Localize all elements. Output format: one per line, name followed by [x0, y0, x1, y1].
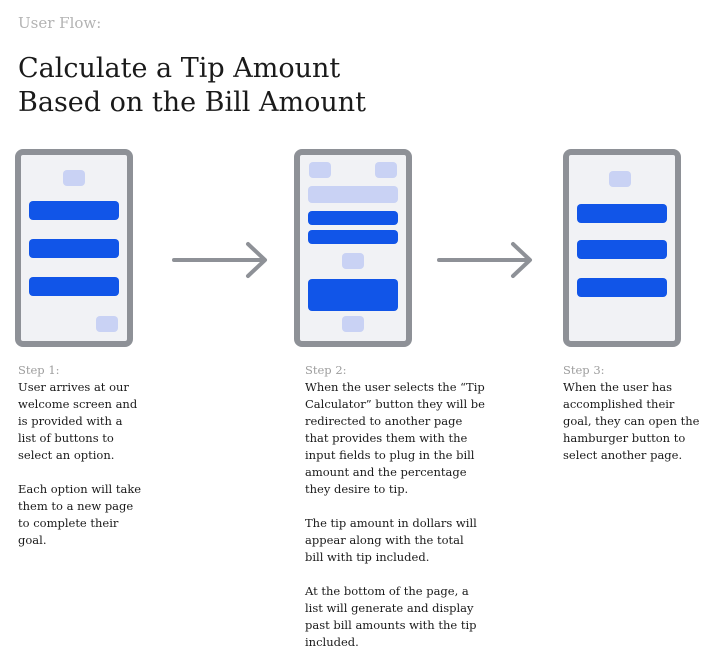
step-label: Step 1: [18, 363, 60, 377]
flow-kicker: User Flow: [18, 14, 102, 32]
step-paragraph: At the bottom of the page, a list will generate and display past bill amounts with the tip included. [305, 584, 477, 649]
menu-button-2 [577, 240, 667, 259]
menu-button-3 [577, 278, 667, 297]
step-description [305, 379, 515, 651]
arrow-right-icon [172, 240, 270, 280]
step-3 [563, 363, 711, 464]
tip-percent-field [308, 230, 398, 244]
logo-placeholder [63, 170, 85, 186]
corner-placeholder [96, 316, 118, 332]
step-label: Step 3: [563, 363, 605, 377]
step-paragraph: When the user has accomplished their goal, they can open the hamburger button to select another page. [563, 380, 700, 462]
step-paragraph: Each option will take them to a new page to complete their goal. [18, 482, 142, 547]
menu-button-1 [577, 204, 667, 223]
step-paragraph: User arrives at our welcome screen and is provided with a list of buttons to select an option. [18, 380, 138, 462]
header-bar [308, 186, 398, 203]
phone-mockup-tip-calculator [294, 149, 412, 347]
bottom-placeholder [342, 316, 364, 332]
step-paragraph: When the user selects the “Tip Calculator” button they will be redirected to another page that provides them with the input fields to plug in the bill amount and the percentage they desire to tip. [305, 380, 485, 496]
option-button-2 [29, 239, 119, 258]
arrow-right-icon [437, 240, 535, 280]
step-description [563, 379, 711, 464]
step-1 [18, 363, 158, 549]
title-line-2: Based on the Bill Amount [18, 87, 366, 118]
phone-mockup-welcome [15, 149, 133, 347]
step-label: Step 2: [305, 363, 347, 377]
result-panel [308, 279, 398, 311]
logo-placeholder [609, 171, 631, 187]
option-button-3 [29, 277, 119, 296]
title-line-1: Calculate a Tip Amount [18, 53, 341, 84]
step-paragraph: The tip amount in dollars will appear along with the total bill with tip included. [305, 516, 477, 564]
bill-amount-field [308, 211, 398, 225]
top-right-placeholder [375, 162, 397, 178]
option-button-1 [29, 201, 119, 220]
calculate-placeholder [342, 253, 364, 269]
page-title [18, 52, 366, 120]
step-description [18, 379, 158, 549]
phone-mockup-menu [563, 149, 681, 347]
hamburger-placeholder [309, 162, 331, 178]
step-2 [305, 363, 515, 651]
